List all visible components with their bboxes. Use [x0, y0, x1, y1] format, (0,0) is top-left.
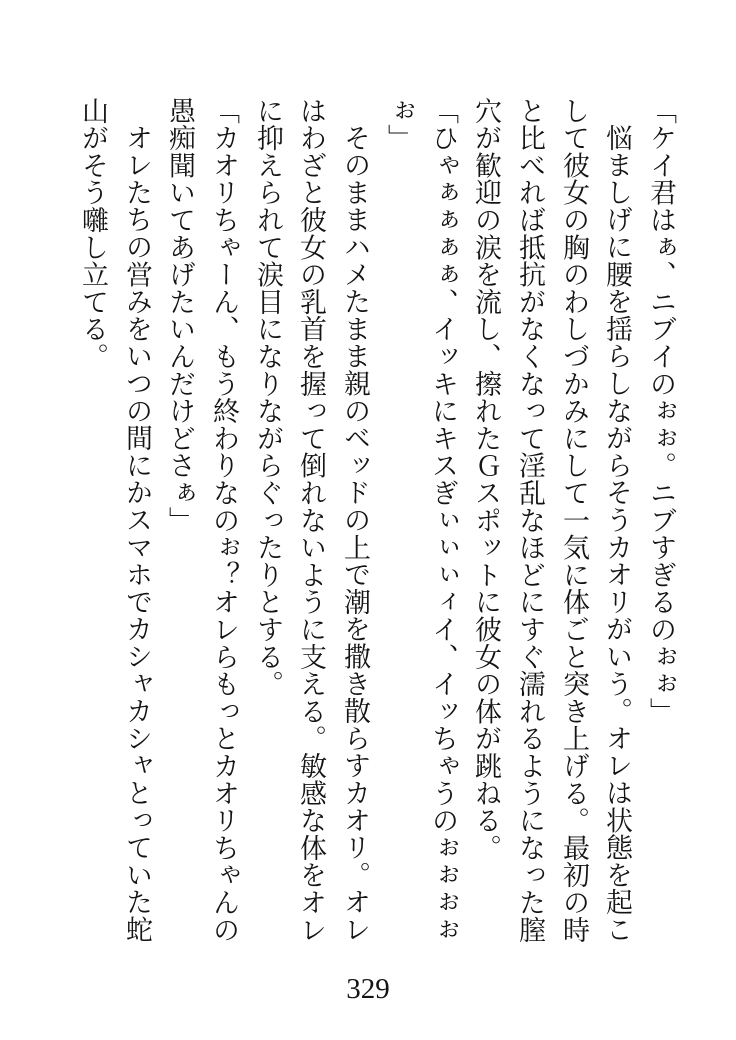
text-column-2: 悩ましげに腰を揺らしながらそうカオリがいう。オレは状態を起こ: [601, 124, 632, 943]
text-column-4: と比べれば抵抗がなくなって淫乱なほどにすぐ濡れるようになった膣: [514, 97, 545, 944]
text-column-9: はわざと彼女の乳首を握って倒れないように支える。敏感な体をオレ: [295, 97, 326, 944]
text-column-5: 穴が歓迎の涙を流し、擦れたＧスポットに彼女の体が跳ねる。: [470, 97, 501, 862]
text-column-10: に抑えられて涙目になりながらぐったりとする。: [252, 97, 283, 698]
text-column-12: 愚痴聞いてあげたいんだけどさぁ」: [164, 97, 195, 534]
text-column-13: オレたちの営みをいつの間にかスマホでカシャカシャとっていた蛇: [121, 124, 152, 943]
text-column-11: 「カオリちゃーん、もう終わりなのぉ？オレらもっとカオリちゃんの: [208, 97, 239, 944]
text-column-6: 「ひゃぁぁぁぁ、イッキにキスぎぃぃぃィイ、イッちゃうのぉぉぉぉ: [427, 97, 458, 944]
text-column-3: して彼女の胸のわしづかみにして一気に体ごと突き上げる。最初の時: [558, 97, 589, 944]
text-column-8: そのままハメたまま親のベッドの上で潮を撒き散らすカオリ。オレ: [339, 124, 370, 943]
text-column-7: ぉ」: [383, 97, 414, 152]
page-number: 329: [346, 973, 390, 1005]
text-column-14: 山がそう囃し立てる。: [77, 97, 108, 370]
text-column-1: 「ケイ君はぁ、ニブイのぉぉ。ニブすぎるのぉぉ」: [645, 97, 676, 725]
